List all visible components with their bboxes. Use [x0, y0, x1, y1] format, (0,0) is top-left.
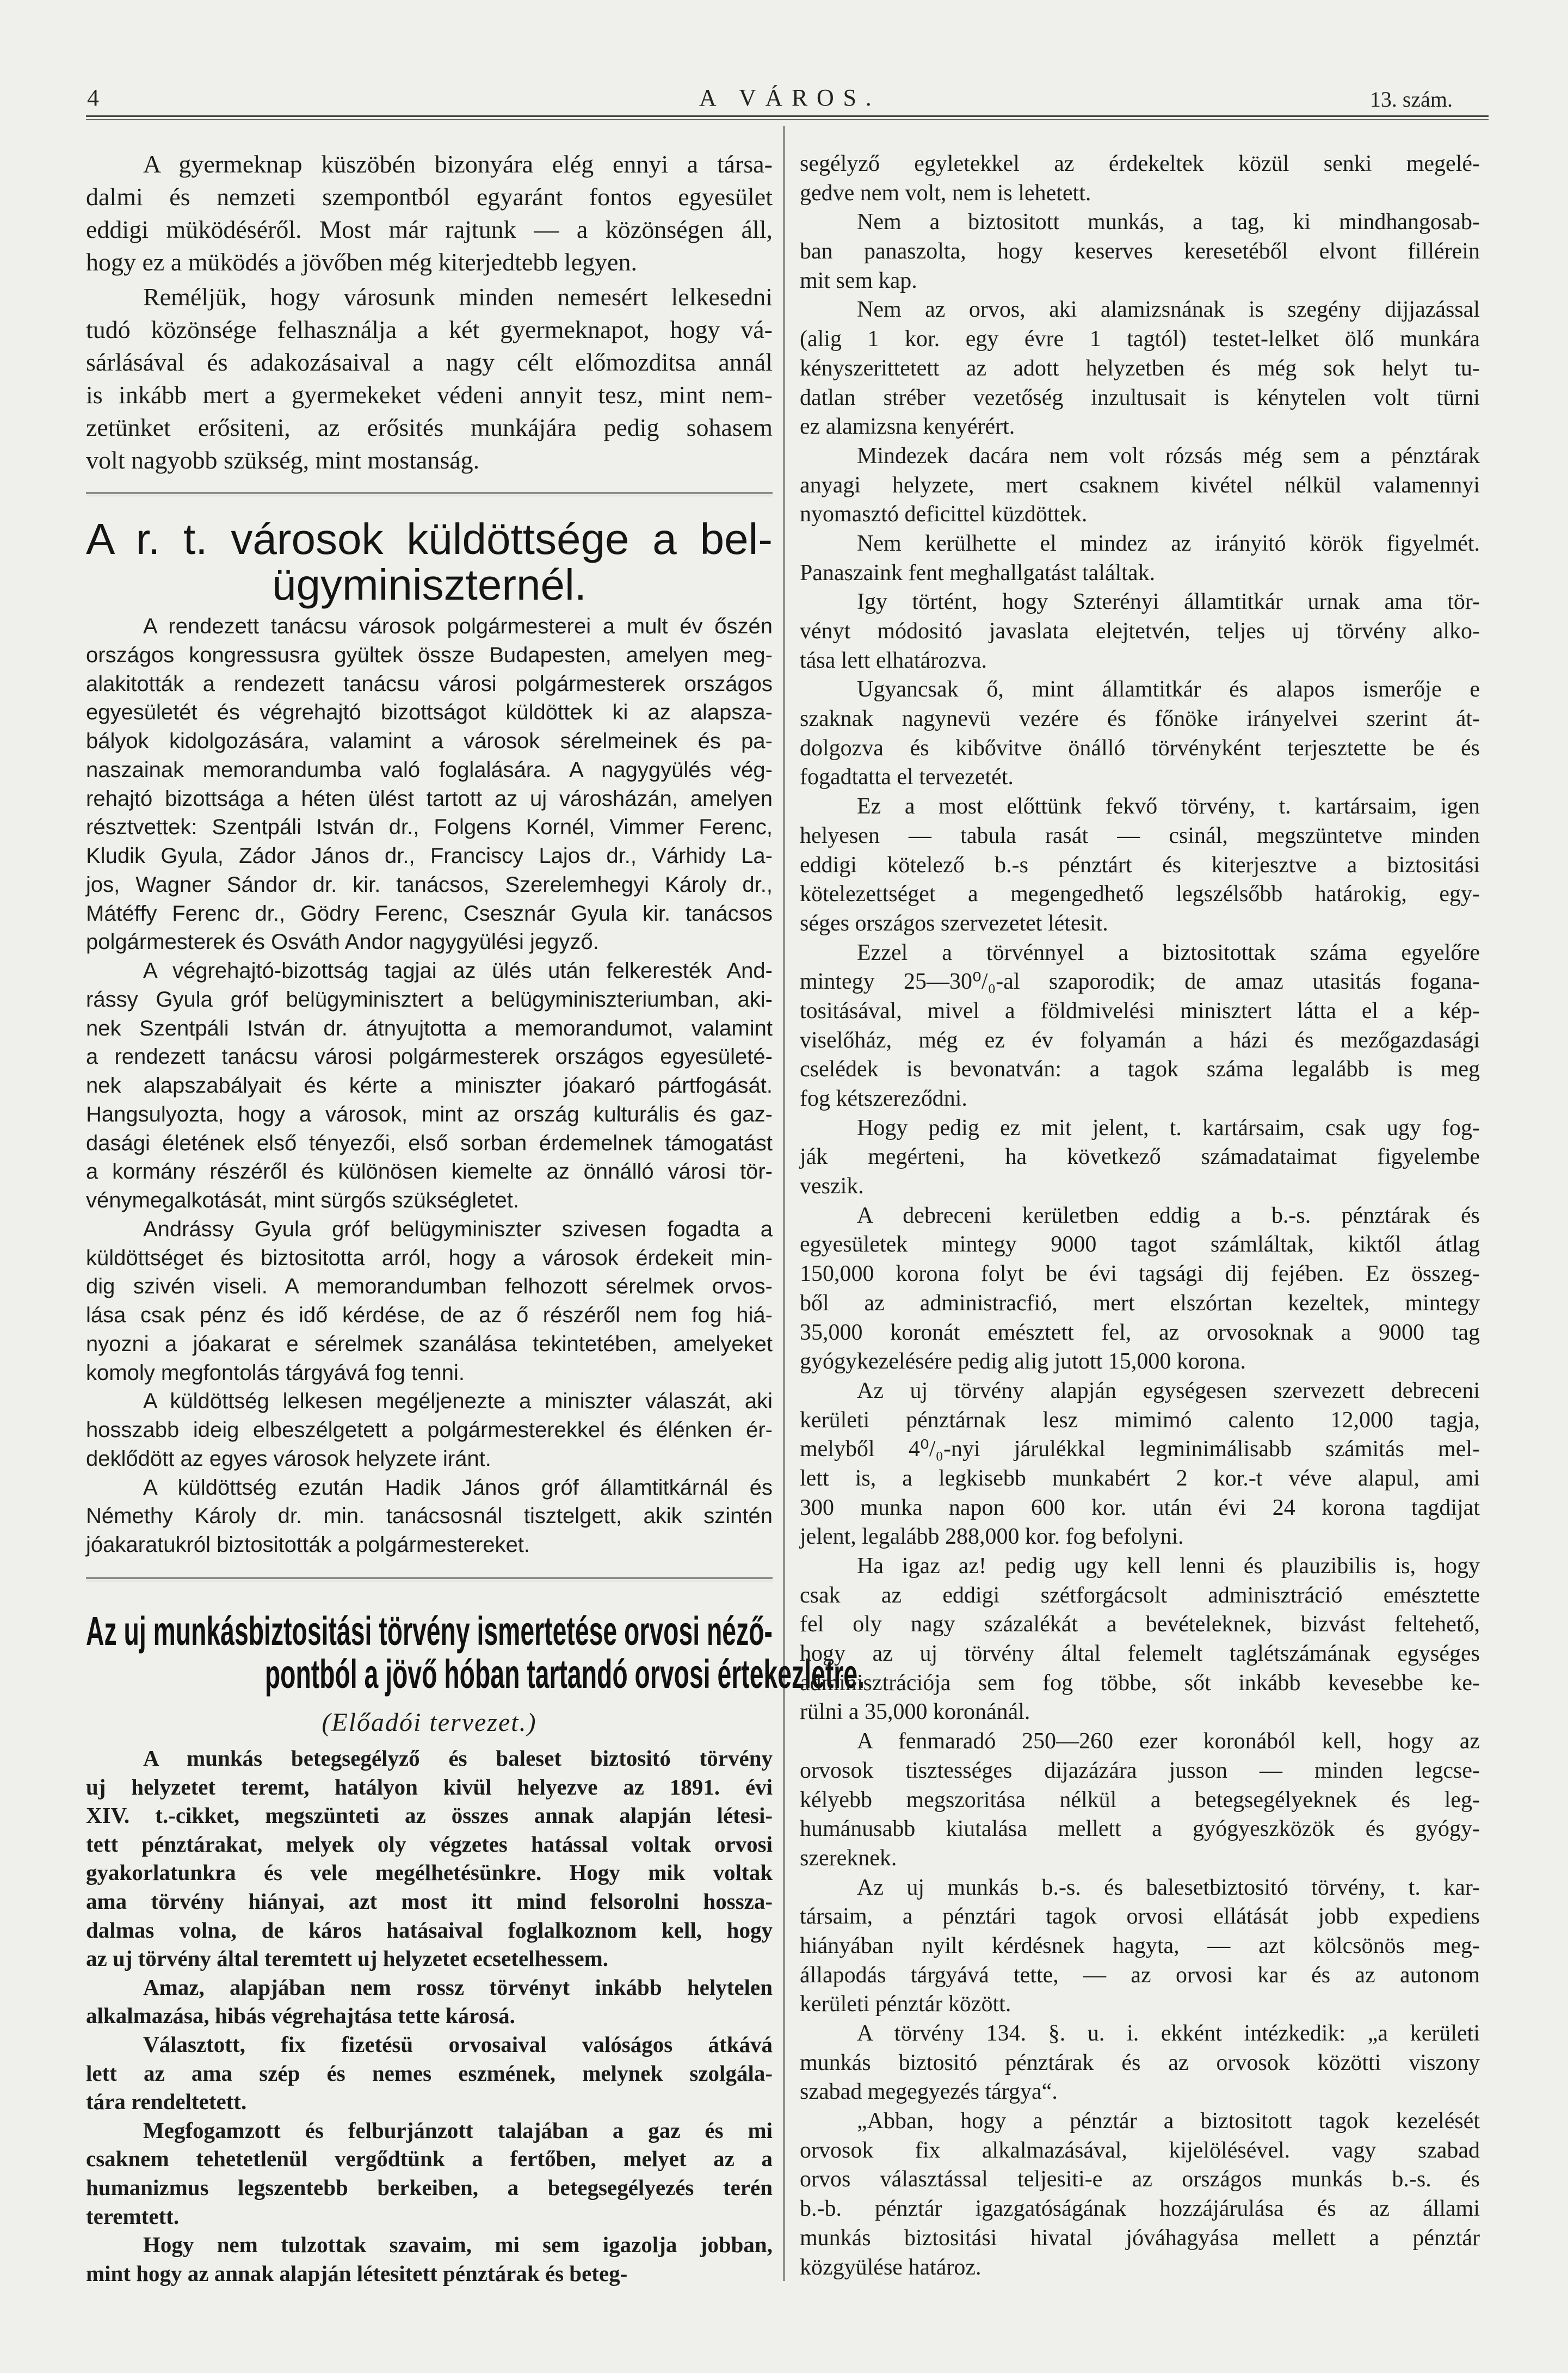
paragraph — [86, 1474, 773, 1560]
text-line: résztvettek: Szentpáli István dr., Folgens Kornél, Vimmer Ferenc, — [86, 815, 773, 840]
text-line: jelent, legalább 288,000 kor. fog befolyni. — [800, 1524, 1184, 1550]
text-line: tása lett elhatározva. — [800, 648, 987, 673]
text-line: gyógykezelésére pedig alig jutott 15,000 korona. — [800, 1349, 1246, 1375]
text-line: tositásával, mivel a földmivelési minisztert látta el a kép- — [800, 998, 1480, 1024]
paragraph — [800, 1201, 1480, 1377]
text-line: Hogy pedig ez mit jelent, t. kartársaim, csak ugy fog- — [857, 1115, 1480, 1141]
text-line: A rendezett tanácsu városok polgármesterei a mult év őszén — [143, 614, 773, 638]
text-line: fog kétszereződni. — [800, 1086, 967, 1111]
issue-number: 13. szám. — [1369, 87, 1453, 112]
text-line: közgyülése határoz. — [800, 2254, 981, 2280]
paragraph — [86, 2116, 773, 2230]
text-line: hosszabb ideig elbeszélgetett a polgármesterekkel és élénken ér- — [86, 1418, 773, 1442]
text-line: vényt módositó javaslata elejtetvén, teljes uj törvény alko- — [800, 619, 1480, 644]
text-line: rássy Gyula gróf belügyminisztert a belügyminiszteriumban, aki- — [86, 987, 773, 1012]
text-line: Az uj törvény alapján egységesen szervezett debreceni — [857, 1378, 1480, 1403]
text-line: anyagi helyzete, mert csaknem kivétel nélkül valamennyi — [800, 472, 1480, 498]
text-line: Az uj munkás b.-s. és balesetbiztositó törvény, t. kar- — [857, 1875, 1480, 1900]
text-line: országos kongressusra gyültek össze Budapesten, amelyen meg- — [86, 643, 773, 667]
paragraph — [800, 442, 1480, 529]
text-line: Választott, fix fizetésü orvosaival valóságos átkává — [143, 2031, 773, 2057]
text-line: zetünket erősiteni, az erősités munkájára pedig sohasem — [86, 414, 773, 441]
text-line: jóakaratukról biztositották a polgármestereket. — [86, 1533, 530, 1557]
text-line: mint hogy az annak alapján létesitett pénztárak és beteg- — [86, 2260, 628, 2286]
paragraph — [800, 1114, 1480, 1201]
paragraph — [800, 588, 1480, 675]
text-line: társaim, a pénztári tagok orvosi ellátását jobb expediens — [800, 1904, 1480, 1930]
text-line: viselőház, még ez év folyamán a házi és mezőgazdasági — [800, 1027, 1480, 1053]
text-line: eddigi kötelező b.-s pénztárt és kiterjesztve a biztositási — [800, 852, 1480, 878]
page-number: 4 — [87, 84, 99, 111]
text-line: Némethy Károly dr. min. tanácsosnál tisztelgett, akik szintén — [86, 1504, 773, 1528]
text-line: lása csak pénz és idő kérdése, de az ő részéről nem fog hiá- — [86, 1303, 773, 1327]
text-line: tudó közönsége felhasználja a két gyermeknapot, hogy vá- — [86, 316, 773, 343]
text-line: a kormány részéről és különösen kiemelte az önnálló városi tör- — [86, 1160, 773, 1184]
text-line: hiányában nyilt kérdésnek hagyta, — azt kölcsönös meg- — [800, 1933, 1480, 1958]
text-line: teremtett. — [86, 2203, 180, 2229]
text-line: lett is, a legkisebb munkabért 2 kor.-t véve alapul, ami — [800, 1465, 1480, 1491]
text-line: Amaz, alapjában nem rossz törvényt inkább helytelen — [143, 1974, 773, 2000]
article-munkasbiztositas-body — [86, 1744, 773, 2288]
text-line: A küldöttség lelkesen megéljenezte a miniszter válaszát, aki — [143, 1389, 773, 1414]
text-line: melyből 4⁰/₀-nyi járulékkal legminimálisabb számitás mel- — [800, 1437, 1480, 1462]
article-separator-rule — [86, 492, 773, 496]
text-line: A gyermeknap küszöbén bizonyára elég ennyi a társa- — [143, 150, 773, 178]
text-line: komoly megfontolás tárgyává fog tenni. — [86, 1360, 465, 1385]
text-line: fogadtatta el tervezetét. — [800, 765, 1014, 790]
text-line: nek alapszabályait és kérte a miniszter jóakaró pártfogását. — [86, 1074, 773, 1098]
paragraph — [800, 675, 1480, 792]
text-line: A munkás betegsegélyző és baleset biztositó törvény — [143, 1746, 773, 1771]
text-line: A végrehajtó-bizottság tagjai az ülés után felkeresték And- — [143, 959, 773, 983]
headline-line: pontból a jövő hóban tartandó orvosi értekezletre. — [264, 1651, 865, 1697]
text-line: dig szivén viseli. A memorandumban felhozott sérelmek orvos- — [86, 1274, 773, 1299]
text-line: szaknak nagynevü vezére és főnöke irányelvei szerint át- — [800, 706, 1480, 732]
text-line: bályok kidolgozására, valamint a városok sérelmeinek és pa- — [86, 729, 773, 753]
article-separator-rule — [86, 1577, 773, 1581]
text-line: küldöttséget és biztositotta arról, hogy a városok érdekeit min- — [86, 1246, 773, 1270]
text-line: gedve nem volt, nem is lehetett. — [800, 180, 1091, 206]
text-line: volt nagyobb szükség, mint mostanság. — [86, 446, 480, 474]
text-line: „Abban, hogy a pénztár a biztositott tagok kezelését — [857, 2109, 1480, 2134]
text-line: orvosok tisztességes dijazázára jusson — minden legcse- — [800, 1758, 1480, 1783]
text-line: 300 munka napon 600 kor. után évi 24 korona tagdijat — [800, 1495, 1480, 1520]
text-line: orvosok fix alkalmazásával, kijelölésével. vagy szabad — [800, 2137, 1480, 2163]
paragraph — [800, 150, 1480, 208]
header-rule — [86, 115, 1489, 120]
text-line: is inkább mert a gyermekeket védeni annyit tesz, mint nem- — [86, 381, 773, 409]
text-line: cselédek is bevonatván: a tagok száma legalább is meg — [800, 1057, 1480, 1082]
text-line: Mindezek dacára nem volt rózsás még sem a pénztárak — [857, 443, 1480, 469]
text-line: alakitották a rendezett tanácsu városi polgármesterek országos — [86, 671, 773, 696]
text-line: nyomasztó deficittel küzdöttek. — [800, 502, 1088, 527]
text-line: b.-b. pénztár igazgatóságának hozzájárulása és az állami — [800, 2196, 1480, 2222]
paragraph — [86, 957, 773, 1215]
masthead-title: A VÁROS. — [699, 84, 881, 111]
text-line: dalmas volna, de káros hatásaival foglalkoznom kell, hogy — [86, 1917, 773, 1943]
text-line: A küldöttség ezután Hadik János gróf államtitkárnál és — [143, 1475, 773, 1500]
text-line: csaknem tehetetlenül vergődtünk a fertőben, melyet az a — [86, 2146, 773, 2172]
article-kuldottseg-body — [86, 612, 773, 1560]
text-line: Hogy nem tulzottak szavaim, mi sem igazolja jobban, — [143, 2232, 773, 2258]
text-line: hogy az uj törvény által felemelt taglétszámának egységes — [800, 1641, 1480, 1667]
text-line: dolgozva és kibővitve önálló törvényként terjesztette be és — [800, 735, 1480, 761]
paragraph — [800, 1377, 1480, 1552]
paragraph — [800, 1552, 1480, 1727]
article-headline — [86, 516, 773, 608]
paragraph — [800, 208, 1480, 295]
paragraph — [800, 1873, 1480, 2019]
text-line: séges országos szervezetet létesit. — [800, 910, 1108, 936]
text-line: Ezzel a törvénnyel a biztositottak száma egyelőre — [857, 940, 1480, 965]
text-line: Ha igaz az! pedig ugy kell lenni és plauzibilis is, hogy — [857, 1554, 1480, 1579]
paragraph — [800, 939, 1480, 1114]
text-line: uj helyzetet teremt, hatályon kivül helyezve az 1891. évi — [86, 1774, 773, 1799]
text-line: Mátéffy Ferenc dr., Gödry Ferenc, Csesznár Gyula kir. tanácsos — [86, 901, 773, 926]
text-line: A debreceni kerületben eddig a b.-s. pénztárak és — [857, 1203, 1480, 1228]
paragraph — [86, 148, 773, 279]
text-line: fel oly nagy százalékát a bevételeknek, bizvást feltehető, — [800, 1612, 1480, 1637]
text-line: kényszerittetett az adott helyzetben és még sok helyt tu- — [800, 355, 1480, 381]
paragraph — [800, 295, 1480, 441]
text-line: kélyebb megszoritása nélkül a betegsegélyeknek és leg- — [800, 1787, 1480, 1813]
paragraph — [86, 1387, 773, 1473]
article-munkasbiztositas-continued — [800, 150, 1480, 2282]
text-line: Nem kerülhette el mindez az irányitó körök figyelmét. — [857, 531, 1480, 556]
text-line: vénymegalkotását, mint sürgős szükségletet. — [86, 1188, 519, 1212]
text-line: jos, Wagner Sándor dr. kir. tanácsos, Szerelemhegyi Károly dr., — [86, 872, 773, 897]
text-line: egyesületét és végrehajtó bizottságot küldöttek ki az alapsza- — [86, 700, 773, 725]
text-line: veszik. — [800, 1174, 864, 1199]
text-line: mintegy 25—30⁰/₀-al szaporodik; de amaz utasitás fogana- — [800, 969, 1480, 995]
text-line: egyesületek mintegy 9000 tagot számláltak, kiktől átlag — [800, 1232, 1480, 1258]
text-line: Igy történt, hogy Szterényi államtitkár urnak ama tör- — [857, 589, 1480, 615]
text-line: A törvény 134. §. u. i. ekként intézkedik: „a kerületi — [857, 2021, 1480, 2046]
text-line: XIV. t.-cikket, megszünteti az összes annak alapján létesi- — [86, 1803, 773, 1828]
text-line: nyozni a jóakarat e sérelmek szanálása tekintetében, amelyeket — [86, 1332, 773, 1356]
text-line: Ugyancsak ő, mint államtitkár és alapos ismerője e — [857, 677, 1480, 702]
text-line: eddigi müködéséről. Most már rajtunk — a közönségen áll, — [86, 215, 773, 243]
text-line: polgármesterek és Osváth Andor nagygyülési jegyző. — [86, 930, 599, 954]
text-line: nek Szentpáli István dr. átnyujtotta a memorandumot, valamint — [86, 1016, 773, 1040]
text-line: ban panaszolta, hogy keserves keresetéből elvont fillérein — [800, 239, 1480, 264]
text-line: munkás biztositó pénztárak és az orvosok közötti viszony — [800, 2050, 1480, 2075]
text-line: segélyző egyletekkel az érdekeltek közül senki megelé- — [800, 151, 1480, 176]
text-line: Hangsulyozta, hogy a városok, mint az ország kulturális és gaz- — [86, 1102, 773, 1126]
paragraph — [86, 281, 773, 477]
text-line: dalmi és nemzeti szempontból egyaránt fontos egyesület — [86, 183, 773, 211]
text-line: humanizmus legszentebb berkeiben, a betegsegélyezés terén — [86, 2174, 773, 2200]
text-line: hogy ez a müködés a jövőben még kiterjedtebb legyen. — [86, 248, 637, 276]
paragraph — [800, 529, 1480, 588]
paragraph — [800, 1727, 1480, 1873]
paragraph — [800, 2019, 1480, 2107]
text-line: humánusabb kiutalása mellett a gyógyeszközök és gyógy- — [800, 1816, 1480, 1842]
text-line: Kludik Gyula, Zádor János dr., Franciscy Lajos dr., Várhidy La- — [86, 844, 773, 868]
text-line: csak az eddigi szétforgácsolt adminisztráció emésztette — [800, 1582, 1480, 1608]
text-line: tára rendeltetett. — [86, 2089, 247, 2115]
paragraph — [800, 792, 1480, 938]
text-line: sárlásával és adakozásaival a nagy célt előmozditsa annál — [86, 348, 773, 376]
text-line: rülni a 35,000 koronánál. — [800, 1699, 1030, 1725]
text-line: szereknek. — [800, 1845, 897, 1871]
text-line: szabad megegyezés tárgya“. — [800, 2079, 1058, 2105]
text-line: tett pénztárakat, melyek oly végzetes hatással voltak orvosi — [86, 1831, 773, 1857]
text-line: állapodás tárgyává tette, — az orvosi kar és az autonom — [800, 1962, 1480, 1988]
text-line: rehajtó bizottsága a héten ülést tartott az uj városházán, amelyen — [86, 786, 773, 811]
text-line: A fenmaradó 250—260 ezer koronából kell, hogy az — [857, 1729, 1480, 1754]
text-line: Nem az orvos, aki alamizsnának is szegény dijjazással — [857, 297, 1480, 323]
article-headline — [86, 1608, 865, 1697]
text-line: Andrássy Gyula gróf belügyminiszter szivesen fogadta a — [143, 1217, 773, 1241]
article-subtitle: (Előadói tervezet.) — [322, 1708, 537, 1737]
paragraph — [800, 2107, 1480, 2282]
text-line: lett az ama szép és nemes eszmének, melynek szolgála- — [86, 2060, 773, 2086]
text-line: az uj törvény által teremtett uj helyzetet ecsetelhessem. — [86, 1946, 609, 1971]
text-line: ez alamizsna kenyérért. — [800, 414, 1015, 440]
text-line: kötelezettséget a megengedhető legszélsőbb határokig, egy- — [800, 882, 1480, 907]
text-line: ják megérteni, ha következő számadataimat figyelembe — [800, 1144, 1480, 1170]
text-line: alkalmazása, hibás végrehajtása tette károsá. — [86, 2003, 515, 2029]
text-line: ből az administracfió, mert elszórtan kezeltek, mintegy — [800, 1290, 1480, 1316]
text-line: Panaszaink fent meghallgatást találtak. — [800, 560, 1156, 585]
text-line: Ez a most előttünk fekvő törvény, t. kartársaim, igen — [857, 794, 1480, 819]
text-line: 150,000 korona folyt be évi tagsági dij fejében. Ez összeg- — [800, 1261, 1480, 1287]
text-line: naszainak memorandumba való foglalására. A nagygyülés vég- — [86, 757, 773, 782]
paragraph — [86, 2230, 773, 2288]
paragraph — [86, 2030, 773, 2116]
text-line: 35,000 koronát emésztett fel, az orvosoknak a 9000 tag — [800, 1320, 1480, 1345]
paragraph — [86, 1973, 773, 2030]
paragraph — [86, 612, 773, 957]
text-line: Nem a biztositott munkás, a tag, ki mindhangosab- — [857, 209, 1480, 235]
text-line: adminisztrációja sem fog többe, sőt inkább kevesebbe ke- — [800, 1670, 1480, 1696]
text-line: datlan stréber vezetőség inzultusait is kénytelen volt türni — [800, 385, 1480, 410]
text-line: gyakorlatunkra és vele megélhetésünkre. Hogy mik voltak — [86, 1860, 773, 1885]
text-line: a rendezett tanácsu városi polgármesterek országos egyesületé- — [86, 1045, 773, 1069]
text-line: munkás biztositási hivatal jóváhagyása mellett a pénztár — [800, 2225, 1480, 2251]
paragraph — [86, 1744, 773, 1973]
column-divider — [783, 126, 785, 2281]
text-line: Reméljük, hogy városunk minden nemesért lelkesedni — [143, 283, 773, 311]
headline-line: ügyminiszternél. — [271, 560, 587, 609]
headline-line: A r. t. városok küldöttsége a bel- — [86, 515, 773, 563]
headline-line: Az uj munkásbiztositási törvény ismertetése orvosi néző- — [86, 1608, 773, 1654]
text-line: Megfogamzott és felburjánzott talajában a gaz és mi — [143, 2117, 773, 2143]
text-line: kerületi pénztár között. — [800, 1992, 1011, 2017]
text-line: deklődött az egyes városok helyzete iránt. — [86, 1446, 491, 1471]
text-line: ama törvény hiányai, azt most itt mind felsorolni hossza- — [86, 1888, 773, 1914]
article-gyermeknap — [86, 148, 773, 477]
text-line: (alig 1 kor. egy évre 1 tagtól) testet-lelket ölő munkára — [800, 326, 1480, 352]
text-line: mit sem kap. — [800, 268, 917, 293]
text-line: orvos választással teljesiti-e az országos munkás b.-s. és — [800, 2167, 1480, 2192]
text-line: kerületi pénztárnak lesz mimimó calento 12,000 tagja, — [800, 1407, 1480, 1433]
text-line: helyesen — tabula rasát — csinál, megszüntetve minden — [800, 823, 1480, 848]
text-line: dasági életének első tényezői, első sorban érdemelnek támogatást — [86, 1131, 773, 1155]
paragraph — [86, 1215, 773, 1388]
